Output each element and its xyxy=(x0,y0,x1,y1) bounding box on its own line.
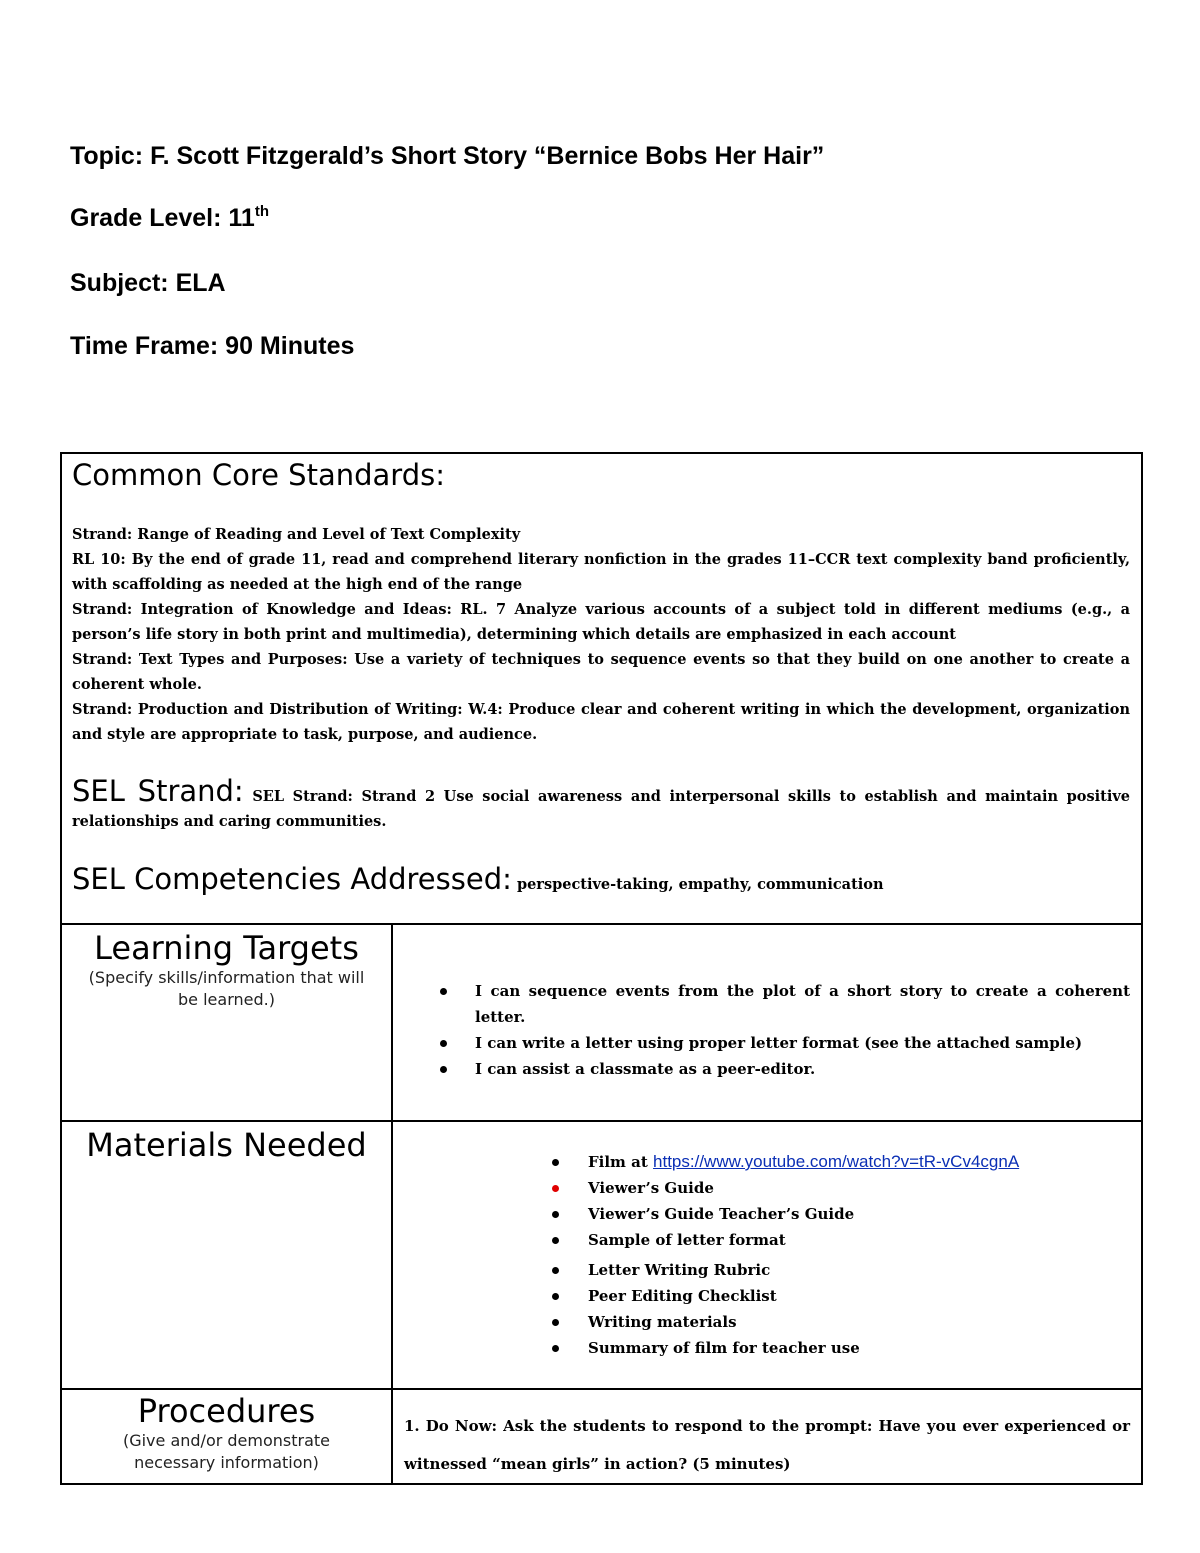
materials-title: Materials Needed xyxy=(86,1126,367,1164)
procedures-content xyxy=(392,1389,1142,1484)
subject-line xyxy=(70,268,226,298)
learning-targets-note: (Specify skills/information that will be learned.) xyxy=(88,968,365,1009)
procedures-row xyxy=(61,1389,1142,1484)
list-item: Sample of letter format xyxy=(548,1227,1130,1253)
standard-line: Strand: Production and Distribution of Writing: W.4: Produce clear and coherent writing in which the development, organization and style are appropriate to task, purpose, and audience. xyxy=(72,701,1131,743)
grade-suffix: th xyxy=(254,203,270,220)
time-frame-line xyxy=(70,331,354,361)
procedures-note: (Give and/or demonstrate necessary information) xyxy=(122,1431,331,1472)
list-item: Viewer’s Guide Teacher’s Guide xyxy=(548,1201,1130,1227)
list-item: Viewer’s Guide xyxy=(548,1175,1130,1201)
standard-line: Strand: Integration of Knowledge and Ideas: RL. 7 Analyze various accounts of a subject told in different mediums (e.g., a person’s life story in both print and multimedia), determining which details are emphasized in each account xyxy=(72,601,1131,643)
sel-strand xyxy=(72,774,1130,834)
grade-value: 11 xyxy=(228,204,255,232)
procedures-title: Procedures xyxy=(137,1392,316,1430)
list-item: I can write a letter using proper letter format (see the attached sample) xyxy=(437,1030,1130,1056)
list-item: I can sequence events from the plot of a short story to create a coherent letter. xyxy=(437,978,1130,1030)
standards-cell xyxy=(61,453,1142,924)
standard-line: RL 10: By the end of grade 11, read and comprehend literary nonfiction in the grades 11–CCR text complexity band proficiently, with scaffolding as needed at the high end of the range xyxy=(72,551,1131,593)
sel-competencies xyxy=(72,862,1130,897)
list-item: Film at https://www.youtube.com/watch?v=tR-vCv4cgnA xyxy=(548,1149,1130,1175)
list-item: Summary of film for teacher use xyxy=(548,1335,1130,1361)
sel-competencies-text: perspective-taking, empathy, communication xyxy=(516,876,884,893)
standard-line: Strand: Range of Reading and Level of Text Complexity xyxy=(72,526,521,543)
materials-content xyxy=(392,1121,1142,1389)
sel-strand-label: SEL Strand: xyxy=(72,774,244,808)
learning-targets-list xyxy=(437,978,1130,1082)
learning-targets-label-cell xyxy=(61,924,392,1121)
standards-text xyxy=(72,522,1130,747)
procedure-step-1: 1. Do Now: Ask the students to respond to the prompt: Have you ever experienced or witnessed “mean girls” in action? (5 minutes) xyxy=(404,1417,1131,1473)
film-link[interactable]: https://www.youtube.com/watch?v=tR-vCv4cgnA xyxy=(653,1152,1020,1171)
standards-row xyxy=(61,453,1142,924)
topic-line xyxy=(70,141,824,171)
topic-value: F. Scott Fitzgerald’s Short Story “Bernice Bobs Her Hair” xyxy=(150,142,825,170)
standard-line: Strand: Text Types and Purposes: Use a variety of techniques to sequence events so that they build on one another to create a coherent whole. xyxy=(72,651,1131,693)
subject-label: Subject: xyxy=(70,269,169,297)
lesson-plan-table xyxy=(60,452,1141,1485)
materials-list xyxy=(548,1149,1130,1361)
grade-label: Grade Level: xyxy=(70,204,222,232)
procedures-label-cell xyxy=(61,1389,392,1484)
grade-line xyxy=(70,203,269,233)
time-label: Time Frame: xyxy=(70,332,219,360)
learning-targets-row xyxy=(61,924,1142,1121)
materials-row xyxy=(61,1121,1142,1389)
list-item: I can assist a classmate as a peer-editor. xyxy=(437,1056,1130,1082)
sel-competencies-label: SEL Competencies Addressed: xyxy=(72,862,512,896)
topic-label: Topic: xyxy=(70,142,144,170)
materials-label-cell xyxy=(61,1121,392,1389)
learning-targets-title: Learning Targets xyxy=(94,929,359,967)
sel-strand-text: SEL Strand: Strand 2 Use social awareness and interpersonal skills to establish and maintain positive relationships and caring communities. xyxy=(72,788,1131,830)
standards-heading: Common Core Standards: xyxy=(72,458,445,492)
learning-targets-content xyxy=(392,924,1142,1121)
list-item: Writing materials xyxy=(548,1309,1130,1335)
list-item: Peer Editing Checklist xyxy=(548,1283,1130,1309)
subject-value: ELA xyxy=(175,269,226,297)
list-item: Letter Writing Rubric xyxy=(548,1257,1130,1283)
time-value: 90 Minutes xyxy=(225,332,355,360)
